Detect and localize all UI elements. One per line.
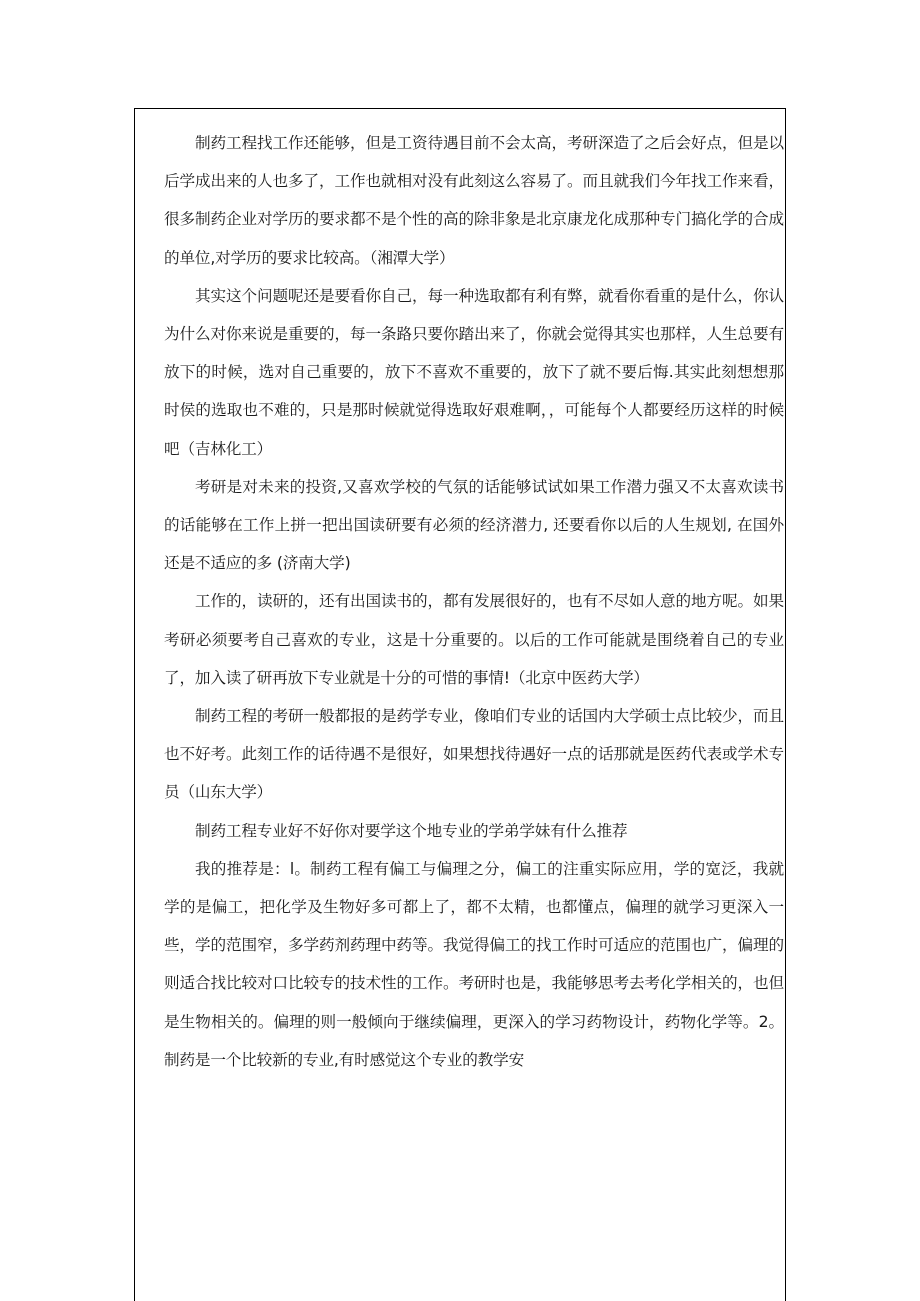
paragraph-question-heading: 制药工程专业好不好你对要学这个地专业的学弟学妹有什么推荐 (195, 821, 628, 840)
document-body (164, 124, 784, 1079)
paragraph-recommendation: 我的推荐是：l。制药工程有偏工与偏理之分，偏工的注重实际应用，学的宽泛，我就学的是偏工，把化学及生物好多可都上了，都不太精，也都懂点，偏理的就学习更深入一些，学的范围窄，多学药剂药理中药等。我觉得偏工的找工作时可适应的范围也广，偏理的则适合找比较对口比较专的技术性的工作。考研时也是，我能够思考去考化学相关的，也但是生物相关的。偏理的则一般倾向于继续偏理，更深入的学习药物设计，药物化学等。2。制药是一个比较新的专业,有时感觉这个专业的教学安 (164, 859, 784, 1069)
paragraph-jinan-university: 考研是对未来的投资,又喜欢学校的气氛的话能够试试如果工作潜力强又不太喜欢读书的话能够在工作上拼一把出国读研要有必须的经济潜力, 还要看你以后的人生规划, 在国外还是不适应的多 (济南大学) (164, 477, 784, 573)
paragraph-jilin-chemical: 其实这个问题呢还是要看你自己，每一种选取都有利有弊，就看你看重的是什么，你认为什么对你来说是重要的，每一条路只要你踏出来了，你就会觉得其实也那样，人生总要有放下的时候，选对自己重要的，放下不喜欢不重要的，放下了就不要后悔.其实此刻想想那时侯的选取也不难的，只是那时候就觉得选取好艰难啊，，可能每个人都要经历这样的时候吧（吉林化工） (164, 286, 784, 458)
paragraph-beijing-tcm-university: 工作的，读研的，还有出国读书的，都有发展很好的，也有不尽如人意的地方呢。如果考研必须要考自己喜欢的专业，这是十分重要的。以后的工作可能就是围绕着自己的专业了，加入读了研再放下专业就是十分的可惜的事情!（北京中医药大学） (164, 592, 784, 687)
paragraph-xiangtan-university: 制药工程找工作还能够，但是工资待遇目前不会太高，考研深造了之后会好点，但是以后学成出来的人也多了，工作也就相对没有此刻这么容易了。而且就我们今年找工作来看，很多制药企业对学历的要求都不是个性的高的除非象是北京康龙化成那种专门搞化学的合成的单位,对学历的要求比较高。（湘潭大学） (164, 134, 784, 267)
paragraph-shandong-university: 制药工程的考研一般都报的是药学专业，像咱们专业的话国内大学硕士点比较少，而且也不好考。此刻工作的话待遇不是很好，如果想找待遇好一点的话那就是医药代表或学术专员（山东大学） (164, 707, 784, 802)
